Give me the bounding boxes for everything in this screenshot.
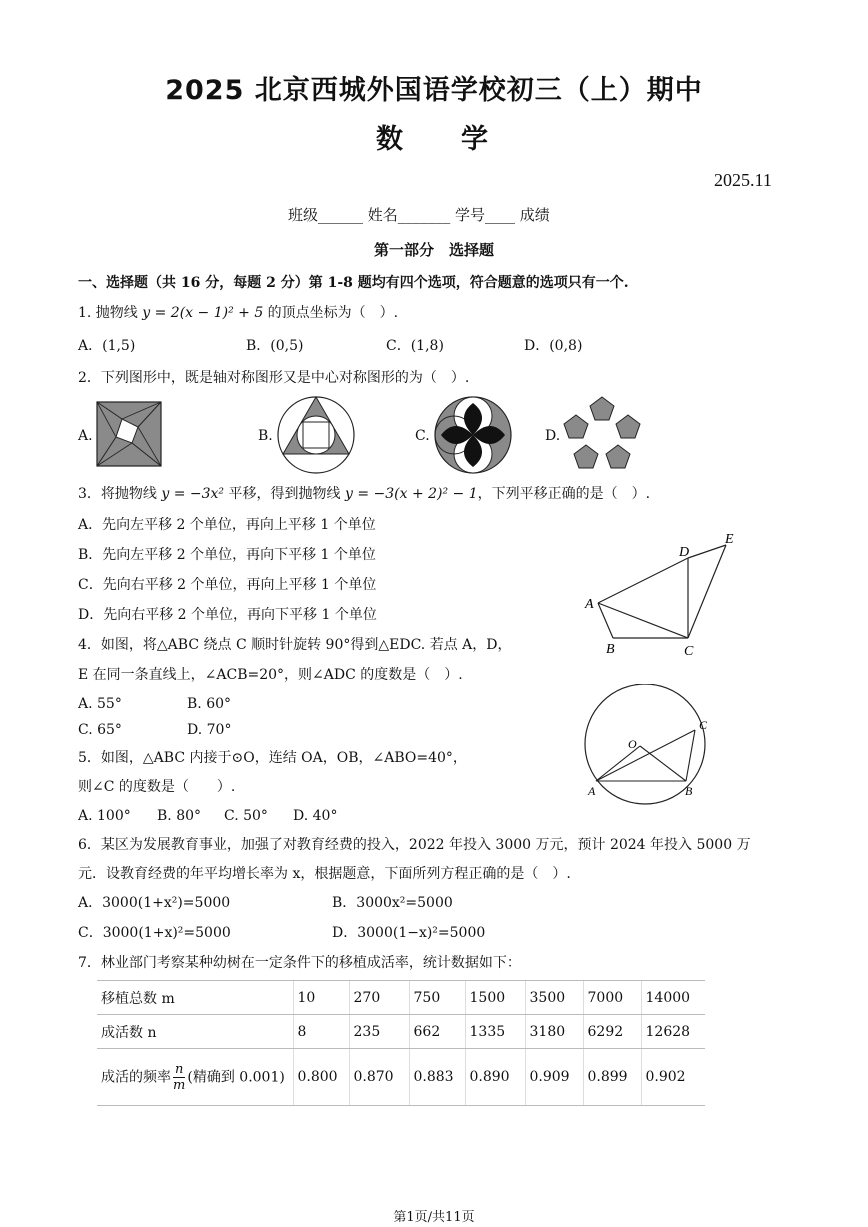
fraction-n-over-m (173, 1062, 185, 1093)
table-row-header: 移植总数 m (97, 981, 293, 1015)
q6-option-d: D．3000(1−x)²=5000 (332, 925, 486, 941)
q1-option-a: A．(1,5) (78, 338, 136, 354)
q7-data-table (97, 980, 705, 1106)
q3-option-c: C．先向右平移 2 个单位，再向上平移 1 个单位 (78, 577, 377, 593)
q2-label-c: C. (415, 428, 430, 444)
q5-label-b: B (685, 784, 693, 798)
q4-label-e: E (725, 532, 734, 547)
q2-figure-a (96, 401, 162, 467)
q2-figure-b (276, 395, 356, 475)
q4-option-c: C. 65° (78, 722, 122, 738)
q3-stem-b: 平移，得到抛物线 (224, 486, 345, 502)
q5-line2: 则∠C 的度数是（ ）. (78, 779, 236, 795)
q5-label-c: C (699, 718, 708, 732)
q4-line1: 4．如图，将△ABC 绕点 C 顺时针旋转 90°得到△EDC. 若点 A，D， (78, 637, 512, 653)
q1-stem (78, 303, 398, 323)
q5-option-c: C. 50° (224, 808, 268, 824)
table-cell: 0.870 (349, 1049, 409, 1106)
q3-option-a: A．先向左平移 2 个单位，再向上平移 1 个单位 (78, 517, 376, 533)
q2-stem: 2．下列图形中，既是轴对称图形又是中心对称图形的为（ ）. (78, 370, 470, 386)
table-cell: 12628 (641, 1015, 705, 1049)
q5-option-a: A. 100° (78, 808, 131, 824)
q2-figure-d (562, 395, 642, 471)
table-cell: 662 (409, 1015, 465, 1049)
q1-stem-a: 1. 抛物线 (78, 305, 143, 321)
exam-date: 2025.11 (714, 170, 772, 190)
q2-label-b: B. (258, 428, 273, 444)
student-info-line: 班级______ 姓名_______ 学号____ 成绩 (288, 206, 550, 224)
q1-formula: y = 2(x − 1)² + 5 (142, 305, 264, 321)
q4-label-b: B (606, 642, 615, 657)
q5-label-o: O (628, 737, 637, 751)
q3-stem (78, 484, 650, 504)
table-row-header (97, 1049, 293, 1106)
table-cell: 0.899 (583, 1049, 641, 1106)
q3-stem-c: ，下列平移正确的是（ ）. (477, 486, 651, 502)
table-cell: 14000 (641, 981, 705, 1015)
q6-line2: 元．设教育经费的年平均增长率为 x，根据题意，下面所列方程正确的是（ ）. (78, 866, 571, 882)
table-cell: 3180 (525, 1015, 583, 1049)
q6-option-c: C．3000(1+x)²=5000 (78, 925, 231, 941)
table-row-header: 成活数 n (97, 1015, 293, 1049)
q2-label-d: D. (545, 428, 561, 444)
q2-figure-c (433, 395, 513, 475)
page-title: 2025 北京西城外国语学校初三（上）期中 (165, 75, 703, 106)
q6-line1: 6．某区为发展教育事业，加强了对教育经费的投入，2022 年投入 3000 万元，预计 2024 年投入 5000 万 (78, 837, 751, 853)
q4-option-d: D. 70° (187, 722, 232, 738)
q3-stem-a: 3．将抛物线 (78, 486, 162, 502)
q3-formula1: y = −3x² (161, 486, 225, 502)
table-cell: 0.883 (409, 1049, 465, 1106)
table-cell: 0.890 (465, 1049, 525, 1106)
q2-label-a: A. (78, 428, 93, 444)
table-cell: 7000 (583, 981, 641, 1015)
q1-stem-b: 的顶点坐标为（ ）. (263, 305, 399, 321)
table-row (97, 1049, 705, 1106)
fraction-denominator: m (173, 1077, 186, 1093)
row-header-text-b: (精确到 0.001) (187, 1069, 285, 1085)
table-cell: 6292 (583, 1015, 641, 1049)
table-cell: 750 (409, 981, 465, 1015)
table-cell: 8 (293, 1015, 349, 1049)
q6-option-b: B．3000x²=5000 (332, 895, 453, 911)
table-cell: 235 (349, 1015, 409, 1049)
q5-label-a: A (588, 784, 596, 798)
table-cell: 270 (349, 981, 409, 1015)
table-row (97, 1015, 705, 1049)
q5-option-b: B. 80° (157, 808, 202, 824)
row-header-text-a: 成活的频率 (101, 1069, 171, 1085)
page-number: 第1页/共11页 (393, 1210, 475, 1225)
table-cell: 0.800 (293, 1049, 349, 1106)
q3-formula2: y = −3(x + 2)² − 1 (344, 486, 478, 502)
q3-option-d: D．先向右平移 2 个单位，再向下平移 1 个单位 (78, 607, 377, 623)
q7-stem: 7．林业部门考察某种幼树在一定条件下的移植成活率，统计数据如下： (78, 955, 521, 971)
q1-option-d: D．(0,8) (524, 338, 583, 354)
subject-title: 数学 (376, 124, 546, 155)
q4-label-d: D (679, 545, 690, 560)
q1-option-c: C．(1,8) (386, 338, 444, 354)
table-cell: 3500 (525, 981, 583, 1015)
part1-instruction: 一、选择题（共 16 分，每题 2 分）第 1-8 题均有四个选项，符合题意的选项只有一个. (78, 275, 629, 291)
q6-option-a: A．3000(1+x²)=5000 (78, 895, 231, 911)
q4-figure (578, 528, 748, 662)
table-cell: 0.909 (525, 1049, 583, 1106)
table-row (97, 981, 705, 1015)
q5-option-d: D. 40° (293, 808, 338, 824)
q4-label-c: C (684, 644, 694, 659)
q4-line2: E 在同一条直线上，∠ACB=20°，则∠ADC 的度数是（ ）. (78, 667, 463, 683)
q5-figure (578, 684, 728, 806)
table-cell: 1500 (465, 981, 525, 1015)
q1-option-b: B．(0,5) (246, 338, 304, 354)
table-cell: 0.902 (641, 1049, 705, 1106)
table-cell: 1335 (465, 1015, 525, 1049)
part1-heading: 第一部分 选择题 (373, 241, 494, 259)
q4-option-a: A. 55° (78, 696, 122, 712)
q4-option-b: B. 60° (187, 696, 232, 712)
q4-label-a: A (585, 597, 594, 612)
fraction-numerator: n (175, 1061, 184, 1077)
table-cell: 10 (293, 981, 349, 1015)
q3-option-b: B．先向左平移 2 个单位，再向下平移 1 个单位 (78, 547, 376, 563)
q5-line1: 5．如图，△ABC 内接于⊙O，连结 OA，OB，∠ABO=40°， (78, 750, 467, 766)
